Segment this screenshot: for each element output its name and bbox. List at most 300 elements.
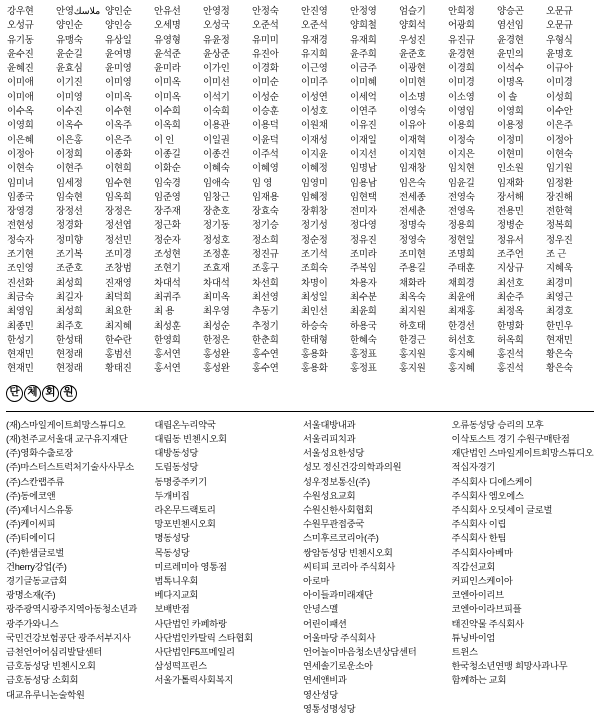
member-name: 현재민 xyxy=(546,333,573,345)
member-name: 전영숙 xyxy=(448,190,475,202)
member-name: 이연주 xyxy=(350,105,377,117)
organization-name: 대림온누리약국 xyxy=(154,419,216,430)
member-name: 이미주 xyxy=(301,76,328,88)
organization-name: 삼성떡프린스 xyxy=(154,661,207,672)
org-column-4 xyxy=(452,418,595,716)
member-name: 이유진 xyxy=(350,119,377,131)
member-name: 조기복 xyxy=(56,248,83,260)
member-name: 정명숙 xyxy=(399,219,426,231)
member-name: 양인순 xyxy=(105,5,132,16)
member-name: 최영근 xyxy=(546,290,573,302)
organization-name: 연세앤비과 xyxy=(303,675,347,686)
member-name: 현정래 xyxy=(56,348,83,360)
organization-name: 이삭토스트 경기 수원구매탄점 xyxy=(451,433,570,444)
member-name: 이영희 xyxy=(7,119,34,131)
member-name: 임준영 xyxy=(154,190,181,202)
organization-name: 금호동성당 빈첸시오회 xyxy=(6,661,96,672)
member-name: 임세정 xyxy=(56,176,83,188)
member-name: 이혜영 xyxy=(252,162,279,174)
member-name: 이소명 xyxy=(399,90,426,102)
member-name: 정병순 xyxy=(497,219,524,231)
organization-name: 수원무관접중국 xyxy=(303,519,365,530)
organization-name: 직감선교회 xyxy=(451,561,496,572)
member-name: 이수옥 xyxy=(7,105,34,117)
member-name: 오준석 xyxy=(252,19,279,31)
group-members-section-heading xyxy=(6,385,594,407)
organization-name: 주식회사 이립 xyxy=(451,519,507,530)
organization-name: (주)동에코앤 xyxy=(6,490,56,501)
organization-name: 대방동성당 xyxy=(154,448,199,459)
member-name: 이미옥 xyxy=(154,76,181,88)
member-name: 최지원 xyxy=(399,305,426,317)
member-name: 한성태 xyxy=(56,333,83,345)
member-name: 최윤희 xyxy=(350,305,377,317)
individual-members-grid xyxy=(6,4,594,376)
organization-name: 주식회사아베마 xyxy=(451,547,513,558)
member-name: 이일권 xyxy=(203,133,230,145)
member-name: 정근화 xyxy=(154,219,181,231)
member-name: 유윤정 xyxy=(203,33,230,45)
member-name: 이현숙 xyxy=(7,162,34,174)
member-name: 허선호 xyxy=(448,333,475,345)
member-name: 조기석 xyxy=(301,248,328,260)
member-name: 이미경 xyxy=(448,76,475,88)
organization-name: 서울가톨릭사회복지 xyxy=(154,675,234,686)
member-name: 윤효심 xyxy=(56,62,83,74)
member-name: 최윤애 xyxy=(448,290,475,302)
member-name: 이수진 xyxy=(56,105,83,117)
member-name: 윤상준 xyxy=(203,47,230,59)
organization-name: 베다지교회 xyxy=(154,590,199,601)
organization-name: 보배반점 xyxy=(154,604,190,615)
member-name: 임치현 xyxy=(448,162,475,174)
organization-name: 성모 정신건강의학과의원 xyxy=(303,462,402,473)
member-name: 최 용 xyxy=(154,305,175,317)
member-name: 안정영 xyxy=(350,5,377,16)
member-name: 이성순 xyxy=(252,90,279,102)
member-name: 전세춘 xyxy=(399,205,426,217)
organization-name: 동명중주키기 xyxy=(154,476,207,487)
member-name: 정영숙 xyxy=(399,233,426,245)
member-name: 임옥희 xyxy=(105,190,132,202)
member-name: 임 영 xyxy=(252,176,273,188)
member-name: 장춘호 xyxy=(203,205,230,217)
member-name: 추동기 xyxy=(252,305,279,317)
member-name: 이옥희 xyxy=(154,119,181,131)
member-name: 오세명 xyxy=(154,19,181,31)
member-name: 이재성 xyxy=(301,133,328,145)
organization-name: 주식회사 디에스케이 xyxy=(451,476,533,487)
member-name: 한명화 xyxy=(497,319,524,331)
member-name: 유진규 xyxy=(448,33,475,45)
member-name: 홍진석 xyxy=(497,362,524,374)
organization-name: 서울리피치과 xyxy=(303,433,356,444)
member-name: 최요한 xyxy=(105,305,132,317)
member-name: 전용민 xyxy=(497,205,524,217)
member-name: 안정숙 xyxy=(252,5,279,16)
member-name: 윤경현 xyxy=(448,47,475,59)
member-name: 장휘창 xyxy=(301,205,328,217)
member-name: 이용관 xyxy=(203,119,230,131)
member-name: 윤혜진 xyxy=(7,62,34,74)
member-name: 최종민 xyxy=(7,319,34,331)
member-name: 전영옥 xyxy=(448,205,475,217)
member-name: 이미영 xyxy=(105,76,132,88)
member-name: 임혜정 xyxy=(301,190,328,202)
member-name: 이미애 xyxy=(7,76,34,88)
member-name: 최경호 xyxy=(546,305,573,317)
member-name: 장진해 xyxy=(546,190,573,202)
member-name: 장정은 xyxy=(105,205,132,217)
member-name: 이원채 xyxy=(301,119,328,131)
member-name: 이혜숙 xyxy=(203,162,230,174)
member-name: 정기동 xyxy=(203,219,230,231)
member-name: 장주재 xyxy=(154,205,181,217)
member-name: 임영미 xyxy=(301,176,328,188)
member-name: 조효재 xyxy=(203,262,230,274)
member-name: 이용희 xyxy=(448,119,475,131)
member-name: 이명옥 xyxy=(497,76,524,88)
member-name: 주태훈 xyxy=(448,262,475,274)
member-name: 홍성완 xyxy=(203,362,230,374)
member-name: 홍지원 xyxy=(399,348,426,360)
member-name: 안희정 xyxy=(448,5,475,16)
member-name: 임숙현 xyxy=(56,190,83,202)
organization-name: 서울대방내과 xyxy=(303,419,356,430)
organization-name: (주)티에이디 xyxy=(6,533,56,544)
member-name: 이은혜 xyxy=(7,133,34,145)
member-name: 한영희 xyxy=(154,333,181,345)
member-name: 이윤덕 xyxy=(252,133,279,145)
member-name: 이정아 xyxy=(7,147,34,159)
member-name: 임정환 xyxy=(546,176,573,188)
member-name: 최선호 xyxy=(497,276,524,288)
member-name: 차명이 xyxy=(301,276,328,288)
member-name: 이지윤 xyxy=(301,147,328,159)
member-name: 홍수연 xyxy=(252,348,279,360)
member-name: 현정래 xyxy=(56,362,83,374)
member-name: 전한혁 xyxy=(546,205,573,217)
member-name: 안영ملاسك xyxy=(56,5,101,16)
member-name: 안진영 xyxy=(301,5,328,16)
organization-name: 대교유루니논술학원 xyxy=(6,689,85,700)
member-name: 정선엽 xyxy=(105,219,132,231)
member-name: 이지은 xyxy=(448,147,475,159)
member-name: 하승숙 xyxy=(301,319,328,331)
member-name: 홍지혜 xyxy=(448,348,475,360)
member-name: 이종화 xyxy=(105,147,132,159)
organization-name: 재단법인 스마일게이트희망스튜디오 xyxy=(451,448,594,459)
member-name: 이미혜 xyxy=(350,76,377,88)
organization-name: 사단법인카탈릭 스타협회 xyxy=(154,632,253,643)
member-name: 정다영 xyxy=(350,219,377,231)
member-name: 조정훈 xyxy=(203,248,230,260)
member-name: 한춘희 xyxy=(252,333,279,345)
member-name: 이세억 xyxy=(350,90,377,102)
member-name: 임명남 xyxy=(350,162,377,174)
member-name: 주복임 xyxy=(350,262,377,274)
member-name: 이종건 xyxy=(203,147,230,159)
member-name: 이현주 xyxy=(56,162,83,174)
member-name: 윤준호 xyxy=(399,47,426,59)
member-name: 이기진 xyxy=(56,76,83,88)
member-name: 유재경 xyxy=(301,33,328,45)
member-name: 하호태 xyxy=(399,319,426,331)
member-name: 조명희 xyxy=(448,248,475,260)
member-name: 임숙경 xyxy=(154,176,181,188)
member-name: 홍진석 xyxy=(497,348,524,360)
member-name: 지상규 xyxy=(497,262,524,274)
member-name: 전미자 xyxy=(350,205,377,217)
member-name: 조성현 xyxy=(154,248,181,260)
member-name: 윤미라 xyxy=(154,62,181,74)
member-name: 정소희 xyxy=(252,233,279,245)
organization-name: 씨티피 코리아 주식회사 xyxy=(303,561,395,572)
member-name: 한성기 xyxy=(7,333,34,345)
member-name: 안유선 xyxy=(154,5,181,16)
member-name: 홍용화 xyxy=(301,348,328,360)
member-name: 이정미 xyxy=(497,133,524,145)
member-name: 이혜정 xyxy=(301,162,328,174)
member-name: 인소원 xyxy=(497,162,524,174)
organization-name: 망포빈첸시오회 xyxy=(154,519,216,530)
member-name: 진재영 xyxy=(105,276,132,288)
organization-name: 주식회사 오딧세이 글로벌 xyxy=(451,504,553,515)
organization-name: 주식회사 엠오에스 xyxy=(451,490,524,501)
member-name: 이용정 xyxy=(497,119,524,131)
member-name: 윤순길 xyxy=(56,47,83,59)
member-name: 최정옥 xyxy=(497,305,524,317)
member-name: 양회석 xyxy=(399,19,426,31)
organization-name: 국민건강보험공단 광주서부지사 xyxy=(6,632,131,643)
organization-name: 아이들과미래재단 xyxy=(303,590,373,601)
member-name: 진선화 xyxy=(7,276,34,288)
member-name: 조미현 xyxy=(399,248,426,260)
member-name: 장서해 xyxy=(497,190,524,202)
member-name: 이근영 xyxy=(301,62,328,74)
member-name: 이지선 xyxy=(350,147,377,159)
member-name: 최성희 xyxy=(56,276,83,288)
member-name: 윤미영 xyxy=(105,62,132,74)
member-name: 임재화 xyxy=(497,176,524,188)
member-name: 윤주희 xyxy=(350,47,377,59)
member-name: 이현숙 xyxy=(546,147,573,159)
member-name: 조창범 xyxy=(105,262,132,274)
member-name: 이종길 xyxy=(154,147,181,159)
member-name: 윤수진 xyxy=(7,47,34,59)
member-name: 최경미 xyxy=(546,276,573,288)
member-name: 오문규 xyxy=(546,5,573,16)
organization-name: 성우정보통신(주) xyxy=(303,476,370,487)
organization-name: 영통성명성당 xyxy=(303,703,356,714)
organization-name: (재)스마일게이트희망스튜디오 xyxy=(6,419,126,430)
member-name: 채희경 xyxy=(448,276,475,288)
member-name: 홍용화 xyxy=(301,362,328,374)
member-name: 정유서 xyxy=(497,233,524,245)
organization-name: 언어놀이마음청소년상담센터 xyxy=(303,646,417,657)
member-name: 이미순 xyxy=(252,76,279,88)
member-name: 현재민 xyxy=(7,362,34,374)
member-name: 이유아 xyxy=(399,119,426,131)
member-name: 최미옥 xyxy=(203,290,230,302)
member-name: 임애숙 xyxy=(203,176,230,188)
organization-name: 영산성당 xyxy=(303,689,338,700)
member-name: 한수란 xyxy=(105,333,132,345)
member-name: 최길자 xyxy=(56,290,83,302)
member-name: 이정희 xyxy=(56,147,83,159)
org-column-2 xyxy=(155,418,298,716)
member-name: 조 근 xyxy=(546,248,567,260)
member-name: 황태진 xyxy=(105,362,132,374)
organization-name: 광명소재(주) xyxy=(6,590,56,601)
member-name: 홍서연 xyxy=(154,348,181,360)
member-name: 유맹숙 xyxy=(56,33,83,45)
member-name: 양승곤 xyxy=(497,5,524,16)
member-name: 조홍구 xyxy=(252,262,279,274)
member-name: 홍수연 xyxy=(252,362,279,374)
organization-name: 코엔아이라브피플 xyxy=(451,604,522,615)
member-name: 이영임 xyxy=(448,105,475,117)
member-name: 최우영 xyxy=(203,305,230,317)
member-name: 이석수 xyxy=(497,62,524,74)
member-name: 이재혁 xyxy=(399,133,426,145)
pill-char-2: 회 xyxy=(42,385,59,402)
member-name: 이현희 xyxy=(105,162,132,174)
member-name: 한혜숙 xyxy=(350,333,377,345)
member-name: 이 솔 xyxy=(497,90,518,102)
member-name: 이금주 xyxy=(350,62,377,74)
member-name: 이영숙 xyxy=(399,105,426,117)
member-name: 최선영 xyxy=(252,290,279,302)
organization-name: 경기글동교급회 xyxy=(6,575,68,586)
member-name: 최성일 xyxy=(301,290,328,302)
member-name: 어광희 xyxy=(448,19,475,31)
member-name: 홍정표 xyxy=(350,348,377,360)
member-name: 이주석 xyxy=(252,147,279,159)
organization-name: 적십자경기 xyxy=(451,462,496,473)
member-name: 임은숙 xyxy=(399,176,426,188)
organization-name: 트윈스 xyxy=(451,646,478,657)
pill-char-3: 원 xyxy=(60,385,77,402)
organization-name: 안녕스멜 xyxy=(303,604,338,615)
organization-name: (주)한샘글로벌 xyxy=(6,547,65,558)
member-name: 차대석 xyxy=(154,276,181,288)
member-name: 오성국 xyxy=(203,19,230,31)
member-name: 정경화 xyxy=(56,219,83,231)
organization-name: 두개비집 xyxy=(154,490,190,501)
member-name: 이숙희 xyxy=(203,105,230,117)
member-name: 이미현 xyxy=(399,76,426,88)
member-name: 장영경 xyxy=(7,205,34,217)
member-name: 장효숙 xyxy=(252,205,279,217)
organization-name: 도림동성당 xyxy=(154,462,199,473)
member-name: 윤민의 xyxy=(497,47,524,59)
member-name: 정유진 xyxy=(350,233,377,245)
member-name: 이은홍 xyxy=(56,133,83,145)
organization-name: 어울마당 주식회사 xyxy=(303,632,376,643)
member-name: 임수현 xyxy=(105,176,132,188)
member-name: 정미향 xyxy=(56,233,83,245)
member-name: 이수현 xyxy=(105,105,132,117)
member-name: 최옥숙 xyxy=(399,290,426,302)
org-column-1 xyxy=(6,418,149,716)
member-name: 홍서연 xyxy=(154,362,181,374)
organization-name: 라온무드랙토리 xyxy=(154,504,216,515)
member-name: 정현일 xyxy=(448,233,475,245)
organization-name: 범톡니우회 xyxy=(154,575,199,586)
member-name: 엄슬기 xyxy=(399,5,426,16)
organization-name: 명동성당 xyxy=(154,533,190,544)
member-name: 유미미 xyxy=(252,33,279,45)
member-name: 임기원 xyxy=(546,162,573,174)
member-name: 이미영 xyxy=(56,90,83,102)
member-name: 조인영 xyxy=(7,262,34,274)
organization-name: (주)케이씨피 xyxy=(6,519,56,530)
member-name: 한경근 xyxy=(399,333,426,345)
member-name: 윤석준 xyxy=(154,47,181,59)
organization-name: 광주가와니스 xyxy=(6,618,59,629)
member-name: 정숙자 xyxy=(7,233,34,245)
member-name: 양인순 xyxy=(56,19,83,31)
member-name: 최귀주 xyxy=(154,290,181,302)
member-name: 지혜욱 xyxy=(546,262,573,274)
member-name: 양인승 xyxy=(105,19,132,31)
member-name: 이은주 xyxy=(546,119,573,131)
member-name: 이재일 xyxy=(350,133,377,145)
organization-name: 미르레미아 영통점 xyxy=(154,561,227,572)
member-name: 하용국 xyxy=(350,319,377,331)
member-name: 장정선 xyxy=(56,205,83,217)
organization-name: 어린이패션 xyxy=(303,618,347,629)
member-name: 이 인 xyxy=(154,133,175,145)
organization-name: 주식회사 한팀 xyxy=(451,533,507,544)
member-name: 전현성 xyxy=(7,219,34,231)
member-name: 임재창 xyxy=(399,162,426,174)
member-name: 이승훈 xyxy=(252,105,279,117)
member-name: 정용희 xyxy=(448,219,475,231)
member-name: 조미경 xyxy=(105,248,132,260)
org-column-3 xyxy=(303,418,446,716)
member-name: 정복희 xyxy=(546,219,573,231)
member-name: 유지희 xyxy=(301,47,328,59)
member-name: 이소영 xyxy=(448,90,475,102)
member-name: 최주호 xyxy=(56,319,83,331)
organization-name: 사단법인 카페하랑 xyxy=(154,618,227,629)
member-name: 정우진 xyxy=(546,233,573,245)
member-name: 조현기 xyxy=(154,262,181,274)
member-name: 현재민 xyxy=(7,348,34,360)
member-name: 최성순 xyxy=(203,319,230,331)
member-name: 홍지혜 xyxy=(448,362,475,374)
member-name: 조준호 xyxy=(56,262,83,274)
member-name: 유재희 xyxy=(350,33,377,45)
member-name: 정순자 xyxy=(154,233,181,245)
pill-char-1: 체 xyxy=(24,385,41,402)
member-name: 주용길 xyxy=(399,262,426,274)
member-name: 우성진 xyxy=(399,33,426,45)
member-name: 유상일 xyxy=(105,33,132,45)
member-name: 전세종 xyxy=(399,190,426,202)
member-name: 임용남 xyxy=(350,176,377,188)
member-name: 정순정 xyxy=(301,233,328,245)
member-name: 조기현 xyxy=(7,248,34,260)
organization-name: 연세솔기로운소아 xyxy=(303,661,373,672)
member-name: 임미녀 xyxy=(7,176,34,188)
organization-name: (재)천주교서울대 교구유지재단 xyxy=(6,433,128,444)
member-name: 허옥희 xyxy=(497,333,524,345)
member-name: 임재용 xyxy=(252,190,279,202)
member-name: 이성희 xyxy=(546,90,573,102)
